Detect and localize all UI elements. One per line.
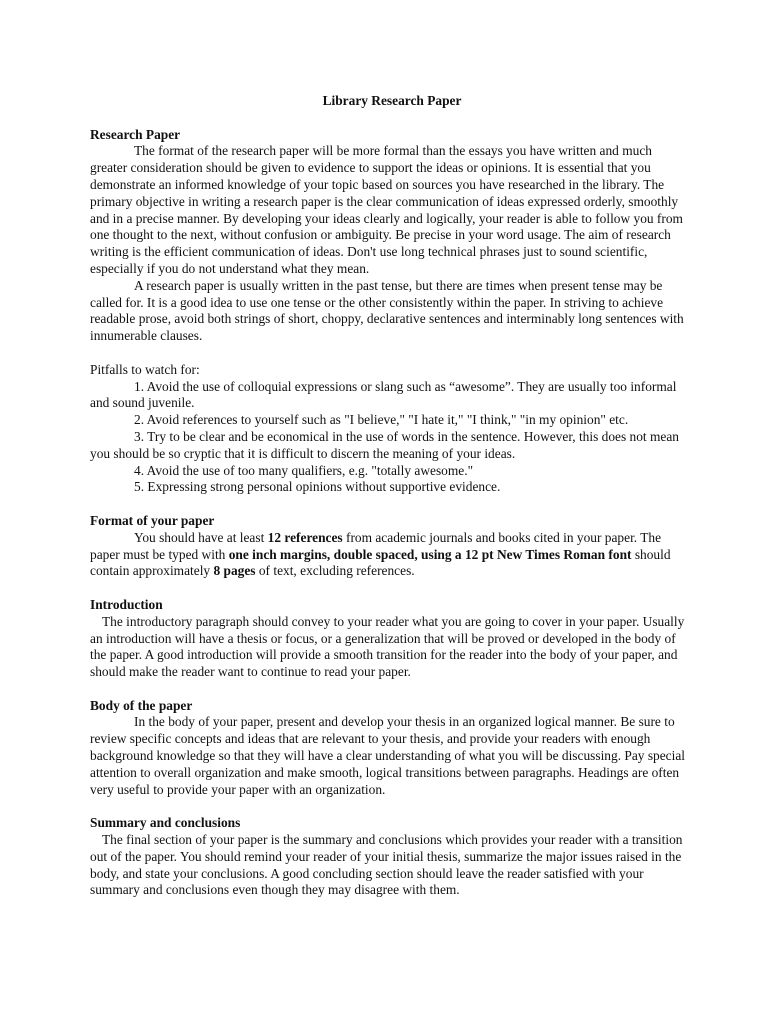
pitfall-item-3: 3. Try to be clear and be economical in the use of words in the sentence. However, this does not mean you should be so cryptic that it is difficult to discern the meaning of your ideas. — [90, 428, 679, 461]
format-text-4: of text, excluding references. — [255, 563, 415, 579]
format-text-1: You should have at least — [134, 529, 268, 545]
document-page — [90, 93, 690, 899]
format-text-2: from academic journals and books cited in your paper. The paper must be typed with — [90, 529, 662, 562]
pitfalls-intro: Pitfalls to watch for: — [90, 361, 200, 377]
pitfall-item-2: 2. Avoid references to yourself such as "I believe," "I hate it," "I think," "in my opinion" etc. — [134, 412, 629, 428]
heading-body: Body of the paper — [90, 697, 193, 713]
research-paper-paragraph-1: The format of the research paper will be more formal than the essays you have written and much greater consideration should be given to evidence to support the ideas or opinions. It is essential that you demonstrate an informed knowledge of your topic based on sources you have researched in the library. The primary objective in writing a research paper is the clear communication of ideas expressed orderly, smoothly and in a precise manner. By developing your ideas clearly and logically, your reader is able to follow you from one thought to the next, without confusion or ambiguity. Be precise in your word usage. The aim of research writing is the efficient communication of ideas. Don't use long technical phrases just to sound scientific, especially if you do not understand what they mean. — [90, 143, 683, 276]
spacer — [90, 580, 690, 597]
pitfall-item-5: 5. Expressing strong personal opinions without supportive evidence. — [134, 479, 501, 495]
format-bold-pages: 8 pages — [213, 563, 256, 579]
document-title: Library Research Paper — [322, 93, 462, 108]
heading-introduction: Introduction — [90, 596, 163, 612]
format-text-3: should contain approximately — [90, 546, 671, 579]
format-bold-margins: one inch margins, double spaced, using a 12 pt New Times Roman font — [228, 546, 632, 562]
pitfall-item-1: 1. Avoid the use of colloquial expressions or slang such as “awesome”. They are usually too informal and sound juvenile. — [90, 378, 677, 411]
research-paper-paragraph-2: A research paper is usually written in the past tense, but there are times when present tense may be called for. It is a good idea to use one tense or the other consistently within the paper. In striving to achieve readable prose, avoid both strings of short, choppy, declarative sentences and interminably long sentences with innumerable clauses. — [90, 277, 684, 344]
heading-summary: Summary and conclusions — [90, 815, 241, 831]
body-paragraph: In the body of your paper, present and develop your thesis in an organized logical manner. Be sure to review specific concepts and ideas that are relevant to your thesis, and provide your readers with enough background knowledge so that they will have a clear understanding of what you will be discussing. Pay special attention to overall organization and make smooth, logical transitions between paragraphs. Headings are often very useful to provide your paper with an organization. — [90, 714, 685, 797]
spacer — [90, 681, 690, 698]
heading-research-paper: Research Paper — [90, 126, 181, 142]
spacer — [90, 345, 690, 362]
introduction-paragraph: The introductory paragraph should convey to your reader what you are going to cover in your paper. Usually an introduction will have a thesis or focus, or a generalization that will be proved or developed in the body of the paper. A good introduction will provide a smooth transition for the reader into the body of your paper, and should make the reader want to continue to read your paper. — [90, 613, 685, 680]
summary-paragraph: The final section of your paper is the summary and conclusions which provides your reader with a transition out of the paper. You should remind your reader of your initial thesis, summarize the major issues raised in the body, and state your conclusions. A good concluding section should leave the reader satisfied with your summary and conclusions even though they may disagree with them. — [90, 832, 683, 898]
spacer — [90, 798, 690, 815]
spacer — [90, 496, 690, 513]
format-bold-references: 12 references — [267, 529, 343, 545]
format-paragraph — [90, 530, 690, 580]
heading-format: Format of your paper — [90, 512, 215, 528]
pitfall-item-4: 4. Avoid the use of too many qualifiers, e.g. "totally awesome." — [134, 462, 474, 478]
